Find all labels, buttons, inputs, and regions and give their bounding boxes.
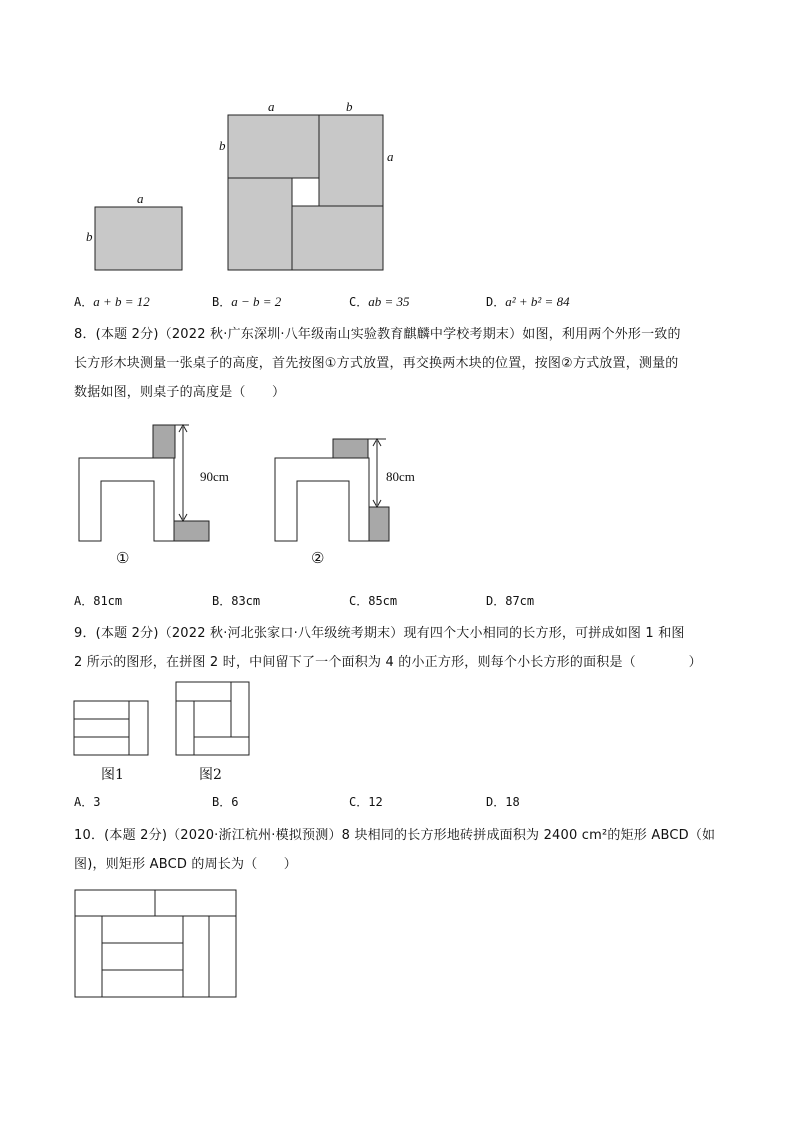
q8-option-a: A．81cm — [74, 594, 123, 608]
q8-option-c: C．85cm — [349, 594, 398, 608]
q9-option-b: B．6 — [212, 795, 239, 809]
q9-fig2-outer — [176, 682, 249, 755]
square-label-right-a: a — [387, 149, 394, 164]
q8-table-1 — [79, 458, 174, 541]
q8-figure — [0, 420, 794, 580]
q7-option-d: D．a² + b² = 84 — [486, 294, 570, 309]
square-tile-top-right — [319, 115, 383, 206]
q7-option-b: B．a − b = 2 — [212, 294, 282, 309]
q8-block-2-flat — [333, 439, 368, 458]
q9-option-a: A．3 — [74, 795, 101, 809]
square-label-top-b: b — [346, 99, 353, 114]
square-tile-bottom-left — [228, 178, 292, 270]
q9-figure — [0, 675, 794, 785]
q9-option-c: C．12 — [349, 795, 383, 809]
rect-label-b: b — [86, 229, 93, 244]
q8-figure-2-label: ② — [311, 549, 325, 567]
q9-fig1-outer — [74, 701, 148, 755]
q10-line-1: 10．(本题 2分)（2020·浙江杭州·模拟预测）8 块相同的长方形地砖拼成面积为 2400 cm²的矩形 ABCD（如 — [74, 828, 716, 843]
square-label-top-a: a — [268, 99, 275, 114]
q8-measure-2-label: 80cm — [386, 469, 415, 484]
q8-measure-1-label: 90cm — [200, 469, 229, 484]
q9-fig2-caption: 图2 — [199, 767, 222, 783]
q9-fig1-caption: 图1 — [101, 767, 124, 783]
q9-text — [74, 619, 734, 677]
q7-option-c: C．ab = 35 — [349, 294, 410, 309]
square-center-hole — [292, 178, 319, 206]
square-tile-bottom-right — [292, 206, 383, 270]
q8-block-1-upright — [153, 425, 175, 458]
square-tile-top-left — [228, 115, 319, 178]
q10-figure-svg — [0, 880, 794, 1010]
q8-line-3: 数据如图，则桌子的高度是（ ） — [74, 385, 286, 400]
q7-option-a: A．a + b = 12 — [74, 294, 150, 309]
q8-block-2-upright — [369, 507, 389, 541]
q8-table-2 — [275, 458, 369, 541]
figure-rect-square — [0, 0, 794, 290]
q8-text — [74, 320, 734, 407]
rect-label-a: a — [137, 191, 144, 206]
q8-option-b: B．83cm — [212, 594, 261, 608]
q9-line-2: 2 所示的图形，在拼图 2 时，中间留下了一个面积为 4 的小正方形，则每个小长方形的面积是（ ） — [74, 655, 702, 670]
q10-line-2: 图)，则矩形 ABCD 的周长为（ ） — [74, 857, 298, 872]
q10-figure — [0, 880, 794, 1010]
rect-ab — [95, 207, 182, 270]
figure-rect-square-svg — [0, 0, 794, 290]
q9-line-1: 9．(本题 2分)（2022 秋·河北张家口·八年级统考期末）现有四个大小相同的长方形，可拼成如图 1 和图 — [74, 626, 685, 641]
q8-line-2: 长方形木块测量一张桌子的高度，首先按图①方式放置，再交换两木块的位置，按图②方式放置，测量的 — [74, 356, 679, 371]
q9-option-d: D．18 — [486, 795, 520, 809]
q8-block-1-flat — [174, 521, 209, 541]
q8-line-1: 8．(本题 2分)（2022 秋·广东深圳·八年级南山实验教育麒麟中学校考期末）如图，利用两个外形一致的 — [74, 327, 681, 342]
q8-figure-1-label: ① — [116, 549, 130, 567]
q10-text — [74, 821, 734, 879]
q8-option-d: D．87cm — [486, 594, 535, 608]
square-label-left-b: b — [219, 138, 226, 153]
